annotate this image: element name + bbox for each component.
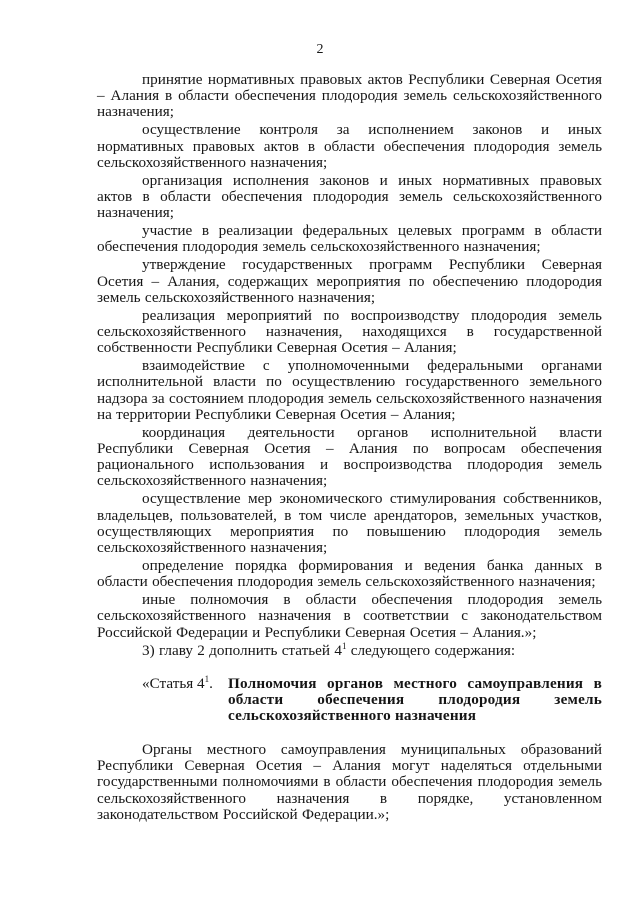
paragraph-9: осуществление мер экономического стимулирования собственников, владельцев, пользователей, в том числе арендаторов, земельных участков, осуществляющих мероприятия по повышению плодородия земель сельскохозяйственного назначения; xyxy=(97,490,602,557)
article-label-prefix: «Статья 4 xyxy=(142,675,205,692)
article-label-suffix: . xyxy=(209,675,213,692)
amendment-superscript: 1 xyxy=(341,640,347,651)
article-label-superscript: 1 xyxy=(204,673,210,684)
paragraph-3: организация исполнения законов и иных нормативных правовых актов в области обеспечения плодородия земель сельскохозяйственного назначения; xyxy=(97,171,602,222)
paragraph-8: координация деятельности органов исполнительной власти Республики Северная Осетия – Алания по вопросам обеспечения рационального использования и воспроизводства плодородия земель сельскохозяйственного назначения; xyxy=(97,423,602,490)
article-title-line-2: сельскохозяйственного назначения xyxy=(228,707,477,725)
paragraph-11: иные полномочия в области обеспечения плодородия земель сельскохозяйственного назначения в соответствии с законодательством Российской Федерации и Республики Северная Осетия – Алания.»; xyxy=(97,591,602,641)
article-title-line-1: Полномочия органов местного самоуправления в области обеспечения плодородия земель xyxy=(228,675,602,709)
closing-section xyxy=(97,742,602,825)
article-label xyxy=(142,673,228,692)
closing-paragraph: Органы местного самоуправления муниципальных образований Республики Северная Осетия – Алания могут наделяться отдельными государственными полномочиями в области обеспечения плодородия земель сельскохозяйственного назначения в порядке, установленном законодательством Российской Федерации.»; xyxy=(97,741,602,823)
paragraph-10: определение порядка формирования и ведения банка данных в области обеспечения плодородия земель сельскохозяйственного назначения; xyxy=(97,557,602,591)
page-number: 2 xyxy=(316,42,324,57)
paragraph-4: участие в реализации федеральных целевых программ в области обеспечения плодородия земель сельскохозяйственного назначения; xyxy=(97,222,602,256)
amendment-prefix: 3) главу 2 дополнить статьей 4 xyxy=(142,641,342,659)
paragraph-1: принятие нормативных правовых актов Республики Северная Осетия – Алания в области обеспечения плодородия земель сельскохозяйственного назначения; xyxy=(97,71,602,121)
article-heading xyxy=(142,673,602,725)
paragraph-2: осуществление контроля за исполнением законов и иных нормативных правовых актов в области обеспечения плодородия земель сельскохозяйственного назначения; xyxy=(97,121,602,171)
amendment-suffix: следующего содержания: xyxy=(346,641,516,659)
document-body xyxy=(97,72,602,661)
paragraph-7: взаимодействие с уполномоченными федеральными органами исполнительной власти по осуществлению государственного земельного надзора за состоянием плодородия земель сельскохозяйственного назначения на территории Республики Северная Осетия – Алания; xyxy=(97,357,603,423)
paragraph-6: реализация мероприятий по воспроизводству плодородия земель сельскохозяйственного назначения, находящихся в государственной собственности Республики Северная Осетия – Алания; xyxy=(97,306,602,357)
article-title xyxy=(228,676,602,725)
amendment-line xyxy=(97,640,602,659)
paragraph-5: утверждение государственных программ Республики Северная Осетия – Алания, содержащих мероприятия по обеспечению плодородия земель сельскохозяйственного назначения; xyxy=(97,256,602,306)
